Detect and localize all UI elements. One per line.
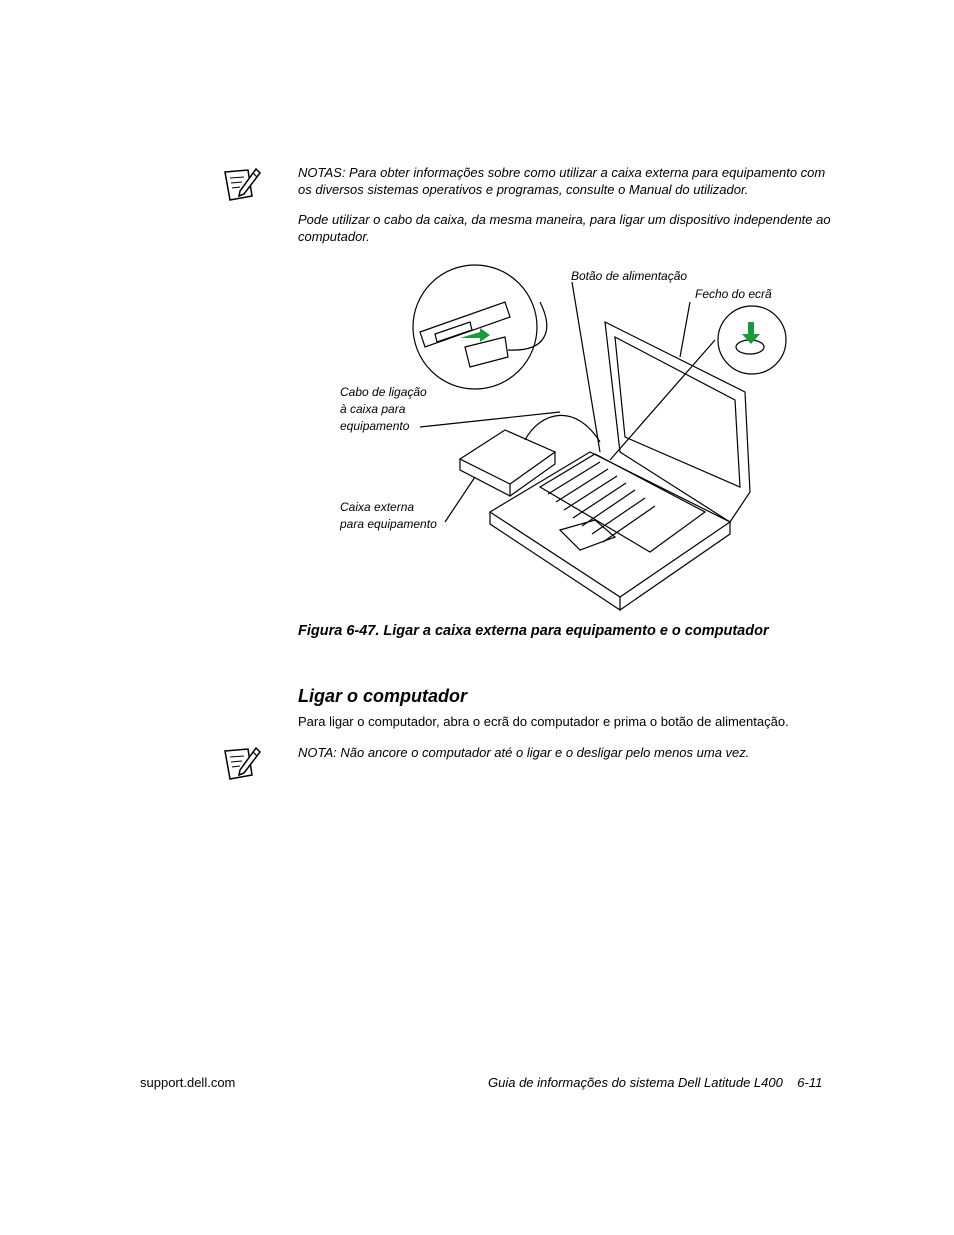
external-box-shape — [460, 430, 555, 484]
callout-external-box: Caixa externa para equipamento — [340, 500, 437, 531]
footer-guide-page: Guia de informações do sistema Dell Latitude L400 6-11 — [488, 1075, 823, 1090]
callout-cable: Cabo de ligação à caixa para equipamento — [340, 385, 427, 433]
note-paragraph-1: NOTAS: Para obter informações sobre como utilizar a caixa externa para equipamento com os diversos sistemas operativos e programas, consulte o Manual do utilizador. — [298, 165, 826, 197]
note-paragraph-2: Pode utilizar o cabo da caixa, da mesma maneira, para ligar um dispositivo independente ao computador. — [298, 212, 831, 244]
green-arrow-connector — [460, 328, 490, 342]
figure-laptop-illustration — [330, 262, 800, 612]
figure-caption: Figura 6-47. Ligar a caixa externa para equipamento e o computador — [298, 623, 769, 639]
footer-website: support.dell.com — [140, 1075, 236, 1090]
callout-display-latch: Fecho do ecrã — [695, 287, 772, 301]
note-pencil-icon — [222, 745, 262, 783]
callout-power-button: Botão de alimentação — [571, 269, 688, 283]
section-body: Para ligar o computador, abra o ecrã do computador e prima o botão de alimentação. — [298, 714, 789, 729]
magnified-connector-circle — [413, 265, 537, 389]
note-pencil-icon — [222, 166, 262, 204]
section-heading: Ligar o computador — [298, 686, 468, 706]
note-paragraph-3: NOTA: Não ancore o computador até o ligar e o desligar pelo menos uma vez. — [298, 745, 750, 760]
